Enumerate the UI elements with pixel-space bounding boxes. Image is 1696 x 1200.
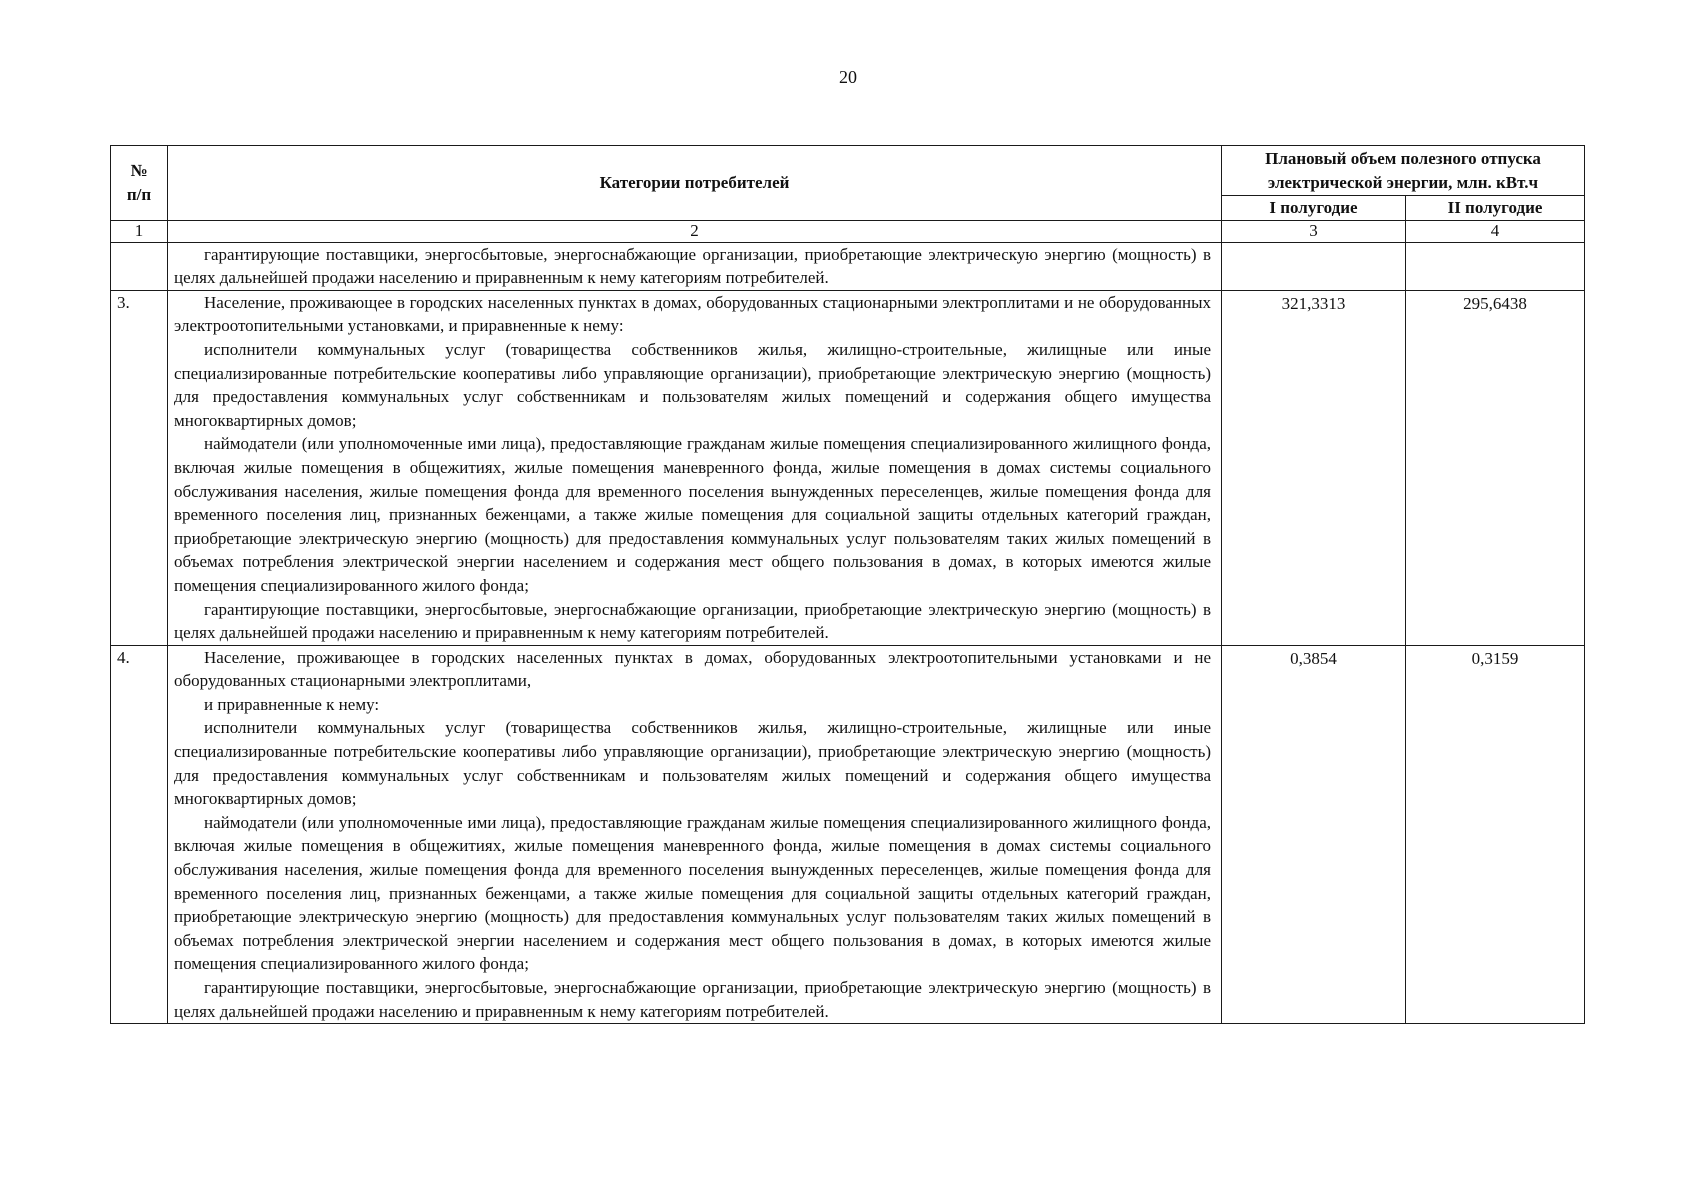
row-half-1-value: 321,3313 bbox=[1222, 290, 1406, 645]
category-paragraph: наймодатели (или уполномоченные ими лица), предоставляющие гражданам жилые помещения специализированного жилищного фонда, включая жилые помещения в общежитиях, жилые помещения маневренного фонда, жилые помещения в домах системы социального обслуживания населения, жилые помещения фонда для временного поселения вынужденных переселенцев, жилые помещения фонда для временного поселения лиц, признанных беженцами, а также жилые помещения для социальной защиты отдельных категорий граждан, приобретающие электрическую энергию (мощность) для предоставления коммунальных услуг пользователям таких жилых помещений в объемах потребления электрической энергии населением и содержания мест общего пользования в домах, в которых имеются жилые помещения специализированного жилого фонда; bbox=[174, 434, 1211, 595]
column-number-1: 1 bbox=[111, 220, 168, 242]
category-paragraph: и приравненные к нему: bbox=[204, 694, 380, 714]
header-number-abbrev: п/п bbox=[126, 184, 152, 204]
category-paragraph: исполнители коммунальных услуг (товарищества собственников жилья, жилищно-строительные, жилищные или иные специализированные потребительские кооперативы либо управляющие организации), приобретающие электрическую энергию (мощность) для предоставления коммунальных услуг собственникам и пользователям жилых помещений и содержания общего имущества многоквартирных домов; bbox=[174, 339, 1211, 430]
row-number bbox=[111, 242, 168, 290]
row-half-2-value: 295,6438 bbox=[1406, 290, 1585, 645]
row-half-2-value bbox=[1406, 242, 1585, 290]
table-row bbox=[111, 645, 1585, 1024]
row-category bbox=[168, 242, 1222, 290]
header-number-symbol: № bbox=[130, 161, 148, 181]
header-category: Категории потребителей bbox=[168, 146, 1222, 221]
category-paragraph: исполнители коммунальных услуг (товарищества собственников жилья, жилищно-строительные, жилищные или иные специализированные потребительские кооперативы либо управляющие организации), приобретающие электрическую энергию (мощность) для предоставления коммунальных услуг собственникам и пользователям жилых помещений и содержания общего имущества многоквартирных домов; bbox=[174, 718, 1211, 809]
header-volume-line-2: электрической энергии, млн. кВт.ч bbox=[1267, 172, 1539, 192]
header-half-1: I полугодие bbox=[1222, 196, 1406, 221]
row-half-1-value: 0,3854 bbox=[1222, 645, 1406, 1024]
row-half-1-value bbox=[1222, 242, 1406, 290]
page-number: 20 bbox=[839, 67, 857, 87]
header-half-2: II полугодие bbox=[1406, 196, 1585, 221]
consumer-categories-table bbox=[110, 145, 1585, 1024]
column-number-4: 4 bbox=[1406, 220, 1585, 242]
header-volume-line-1: Плановый объем полезного отпуска bbox=[1265, 148, 1541, 168]
row-category bbox=[168, 645, 1222, 1024]
table-row bbox=[111, 242, 1585, 290]
category-paragraph: гарантирующие поставщики, энергосбытовые, энергоснабжающие организации, приобретающие электрическую энергию (мощность) в целях дальнейшей продажи населению и приравненным к нему категориям потребителей. bbox=[174, 978, 1211, 1021]
category-paragraph: Население, проживающее в городских населенных пунктах в домах, оборудованных стационарными электроплитами и не оборудованных электроотопительными установками, и приравненные к нему: bbox=[174, 292, 1211, 336]
category-paragraph: гарантирующие поставщики, энергосбытовые, энергоснабжающие организации, приобретающие электрическую энергию (мощность) в целях дальнейшей продажи населению и приравненным к нему категориям потребителей. bbox=[174, 244, 1211, 288]
column-number-3: 3 bbox=[1222, 220, 1406, 242]
category-paragraph: гарантирующие поставщики, энергосбытовые, энергоснабжающие организации, приобретающие электрическую энергию (мощность) в целях дальнейшей продажи населению и приравненным к нему категориям потребителей. bbox=[174, 599, 1211, 643]
row-category bbox=[168, 290, 1222, 645]
header-number-cell bbox=[111, 146, 168, 221]
column-number-2: 2 bbox=[168, 220, 1222, 242]
header-volume bbox=[1222, 146, 1585, 196]
row-number: 4. bbox=[111, 645, 168, 1024]
row-number: 3. bbox=[111, 290, 168, 645]
category-paragraph: Население, проживающее в городских населенных пунктах в домах, оборудованных электроотопительными установками и не оборудованных стационарными электроплитами, bbox=[174, 647, 1211, 691]
table-row bbox=[111, 290, 1585, 645]
category-paragraph: наймодатели (или уполномоченные ими лица), предоставляющие гражданам жилые помещения специализированного жилищного фонда, включая жилые помещения в общежитиях, жилые помещения маневренного фонда, жилые помещения в домах системы социального обслуживания населения, жилые помещения фонда для временного поселения вынужденных переселенцев, жилые помещения фонда для временного поселения лиц, признанных беженцами, а также жилые помещения для социальной защиты отдельных категорий граждан, приобретающие электрическую энергию (мощность) для предоставления коммунальных услуг пользователям таких жилых помещений в объемах потребления электрической энергии населением и содержания мест общего пользования в домах, в которых имеются жилые помещения специализированного жилого фонда; bbox=[174, 812, 1211, 974]
row-half-2-value: 0,3159 bbox=[1406, 645, 1585, 1024]
